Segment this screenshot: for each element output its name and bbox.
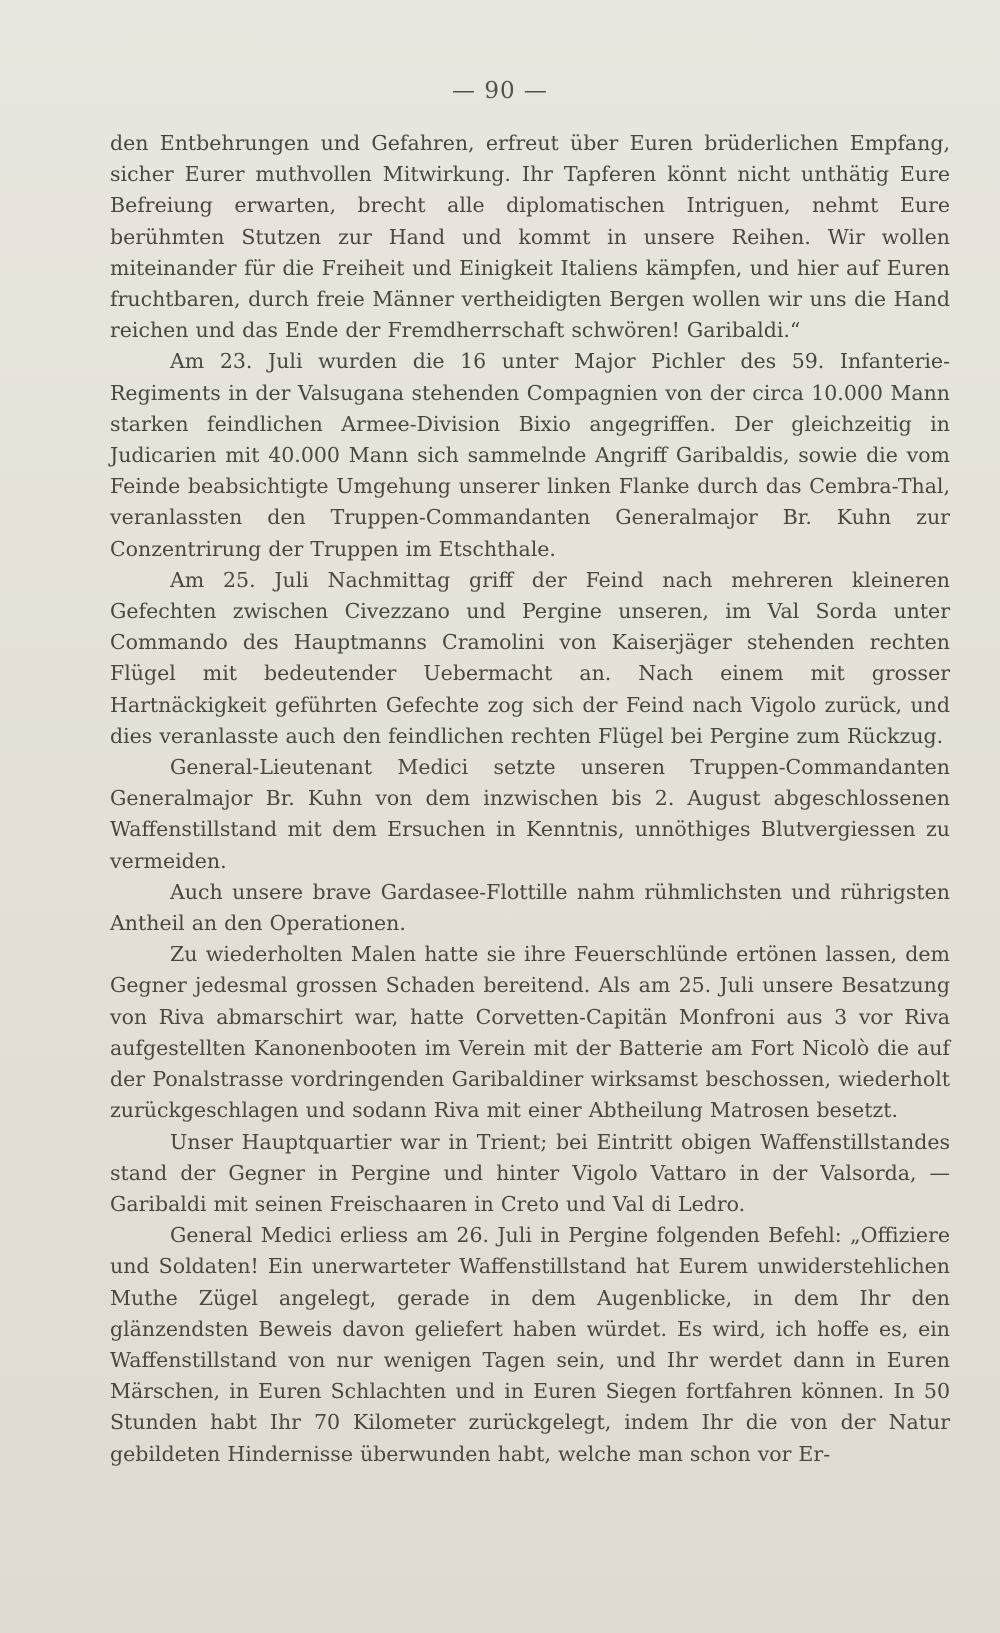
page-number: — 90 — xyxy=(452,78,548,104)
paragraph-8: General Medici erliess am 26. Juli in Pergine folgenden Befehl: „Offiziere und Soldaten! Ein unerwarteter Waffenstillstand hat Eurem unwiderstehlichen Muthe Zügel angelegt, gerade in dem Augenblicke, in dem Ihr den glänzendsten Beweis davon geliefert haben würdet. Es wird, ich hoffe es, ein Waffenstillstand von nur wenigen Tagen sein, und Ihr werdet dann in Euren Märschen, in Euren Schlachten und in Euren Siegen fortfahren können. In 50 Stunden habt Ihr 70 Kilometer zurückgelegt, indem Ihr die von der Natur gebildeten Hindernisse überwunden habt, welche man schon vor Er- xyxy=(110,1223,950,1466)
paragraph-2: Am 23. Juli wurden die 16 unter Major Pichler des 59. Infanterie-Regiments in der Valsugana stehenden Compagnien von der circa 10.000 Mann starken feindlichen Armee-Division Bixio angegriffen. Der gleichzeitig in Judicarien mit 40.000 Mann sich sammelnde Angriff Garibaldis, sowie die vom Feinde beabsichtigte Umgehung unserer linken Flanke durch das Cembra-Thal, veranlassten den Truppen-Commandanten Generalmajor Br. Kuhn zur Conzentrirung der Truppen im Etschthale. xyxy=(110,349,950,561)
paragraph-7: Unser Hauptquartier war in Trient; bei Eintritt obigen Waffenstillstandes stand der Gegner in Pergine und hinter Vigolo Vattaro in der Valsorda, — Garibaldi mit seinen Freischaaren in Creto und Val di Ledro. xyxy=(110,1129,950,1216)
paragraph-5: Auch unsere brave Gardasee-Flottille nahm rühmlichsten und rührigsten Antheil an den Operationen. xyxy=(110,879,950,936)
paragraph-4: General-Lieutenant Medici setzte unseren Truppen-Commandanten Generalmajor Br. Kuhn von dem inzwischen bis 2. August abgeschlossenen Waffenstillstand mit dem Ersuchen in Kenntnis, unnöthiges Blutvergiessen zu vermeiden. xyxy=(110,755,950,873)
body-text xyxy=(110,128,950,1470)
paragraph-1: den Entbehrungen und Gefahren, erfreut über Euren brüderlichen Empfang, sicher Eurer muthvollen Mitwirkung. Ihr Tapferen könnt nicht unthätig Eure Befreiung erwarten, brecht alle diplomatischen Intriguen, nehmt Eure berühmten Stutzen zur Hand und kommt in unsere Reihen. Wir wollen miteinander für die Freiheit und Einigkeit Italiens kämpfen, und hier auf Euren fruchtbaren, durch freie Männer vertheidigten Bergen wollen wir uns die Hand reichen und das Ende der Fremdherrschaft schwören! Garibaldi.“ xyxy=(110,131,950,343)
paragraph-6: Zu wiederholten Malen hatte sie ihre Feuerschlünde ertönen lassen, dem Gegner jedesmal grossen Schaden bereitend. Als am 25. Juli unsere Besatzung von Riva abmarschirt war, hatte Corvetten-Capitän Monfroni aus 3 vor Riva aufgestellten Kanonenbooten im Verein mit der Batterie am Fort Nicolò die auf der Ponalstrasse vordringenden Garibaldiner wirksamst beschossen, wiederholt zurückgeschlagen und sodann Riva mit einer Abtheilung Matrosen besetzt. xyxy=(110,942,950,1123)
paragraph-3: Am 25. Juli Nachmittag griff der Feind nach mehreren kleineren Gefechten zwischen Civezzano und Pergine unseren, im Val Sorda unter Commando des Hauptmanns Cramolini von Kaiserjäger stehenden rechten Flügel mit bedeutender Uebermacht an. Nach einem mit grosser Hartnäckigkeit geführten Gefechte zog sich der Feind nach Vigolo zurück, und dies veranlasste auch den feindlichen rechten Flügel bei Pergine zum Rückzug. xyxy=(110,567,950,748)
